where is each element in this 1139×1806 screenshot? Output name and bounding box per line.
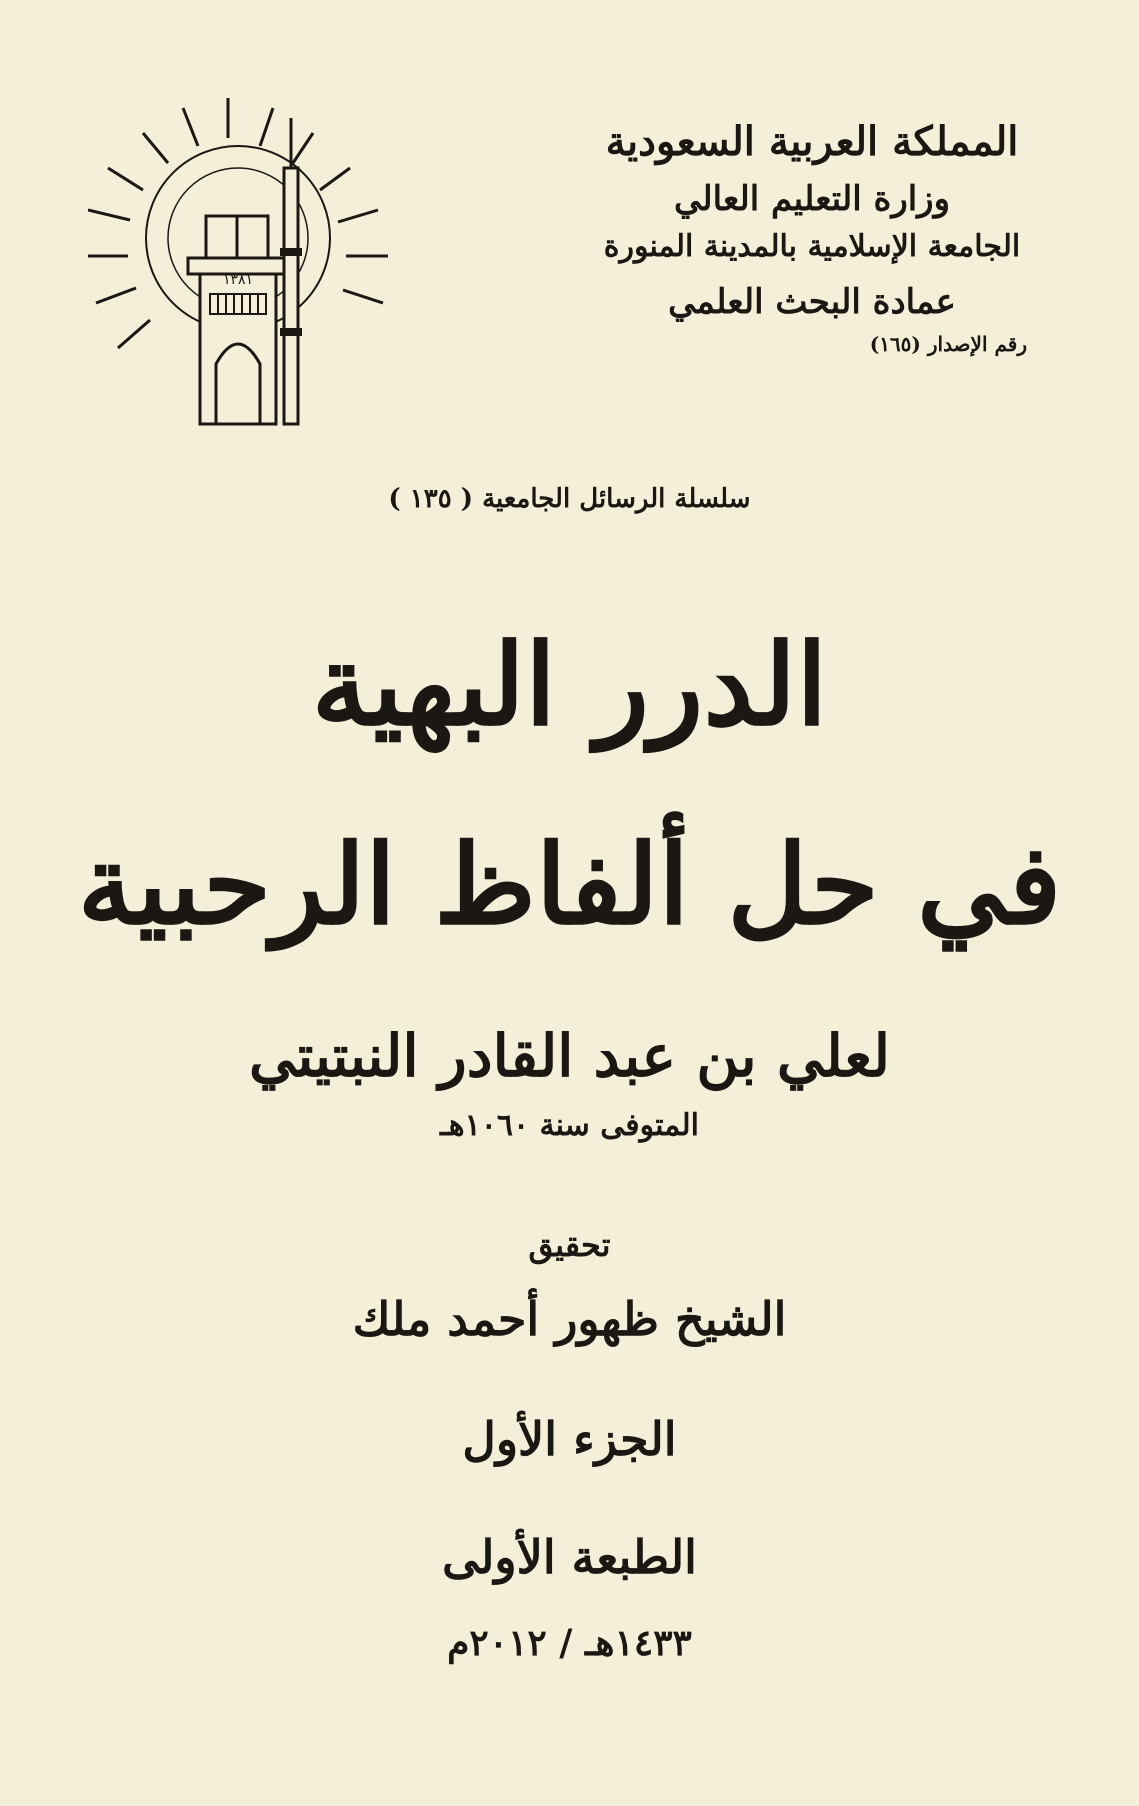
book-title-line-2: في حل ألفاظ الرحبية: [77, 820, 1062, 949]
minaret: [284, 168, 298, 424]
edition-label: الطبعة الأولى: [442, 1530, 697, 1584]
volume-label: الجزء الأول: [462, 1412, 677, 1466]
institution-header: [577, 118, 1047, 356]
series-title: سلسلة الرسائل الجامعية ( ١٣٥ ): [388, 484, 751, 514]
book-title-line-1: الدرر البهية: [311, 620, 828, 751]
seal-year: ١٣٨١: [222, 272, 254, 288]
gate: [200, 274, 276, 424]
ministry-name: وزارة التعليم العالي: [673, 179, 951, 219]
release-number: رقم الإصدار (١٦٥): [869, 332, 1027, 356]
deanship-name: عمادة البحث العلمي: [668, 282, 956, 322]
kingdom-name: المملكة العربية السعودية: [605, 118, 1019, 165]
author-death-date: المتوفى سنة ١٠٦٠هـ: [440, 1108, 699, 1143]
university-name: الجامعة الإسلامية بالمدينة المنورة: [603, 229, 1021, 264]
author-name: لعلي بن عبد القادر النبتيتي: [248, 1022, 891, 1090]
tahqiq-label: تحقيق: [528, 1226, 611, 1264]
editor-name: الشيخ ظهور أحمد ملك: [352, 1292, 787, 1346]
publication-year: ١٤٣٣هـ / ٢٠١٢م: [447, 1622, 692, 1664]
university-seal-icon: [88, 98, 408, 428]
